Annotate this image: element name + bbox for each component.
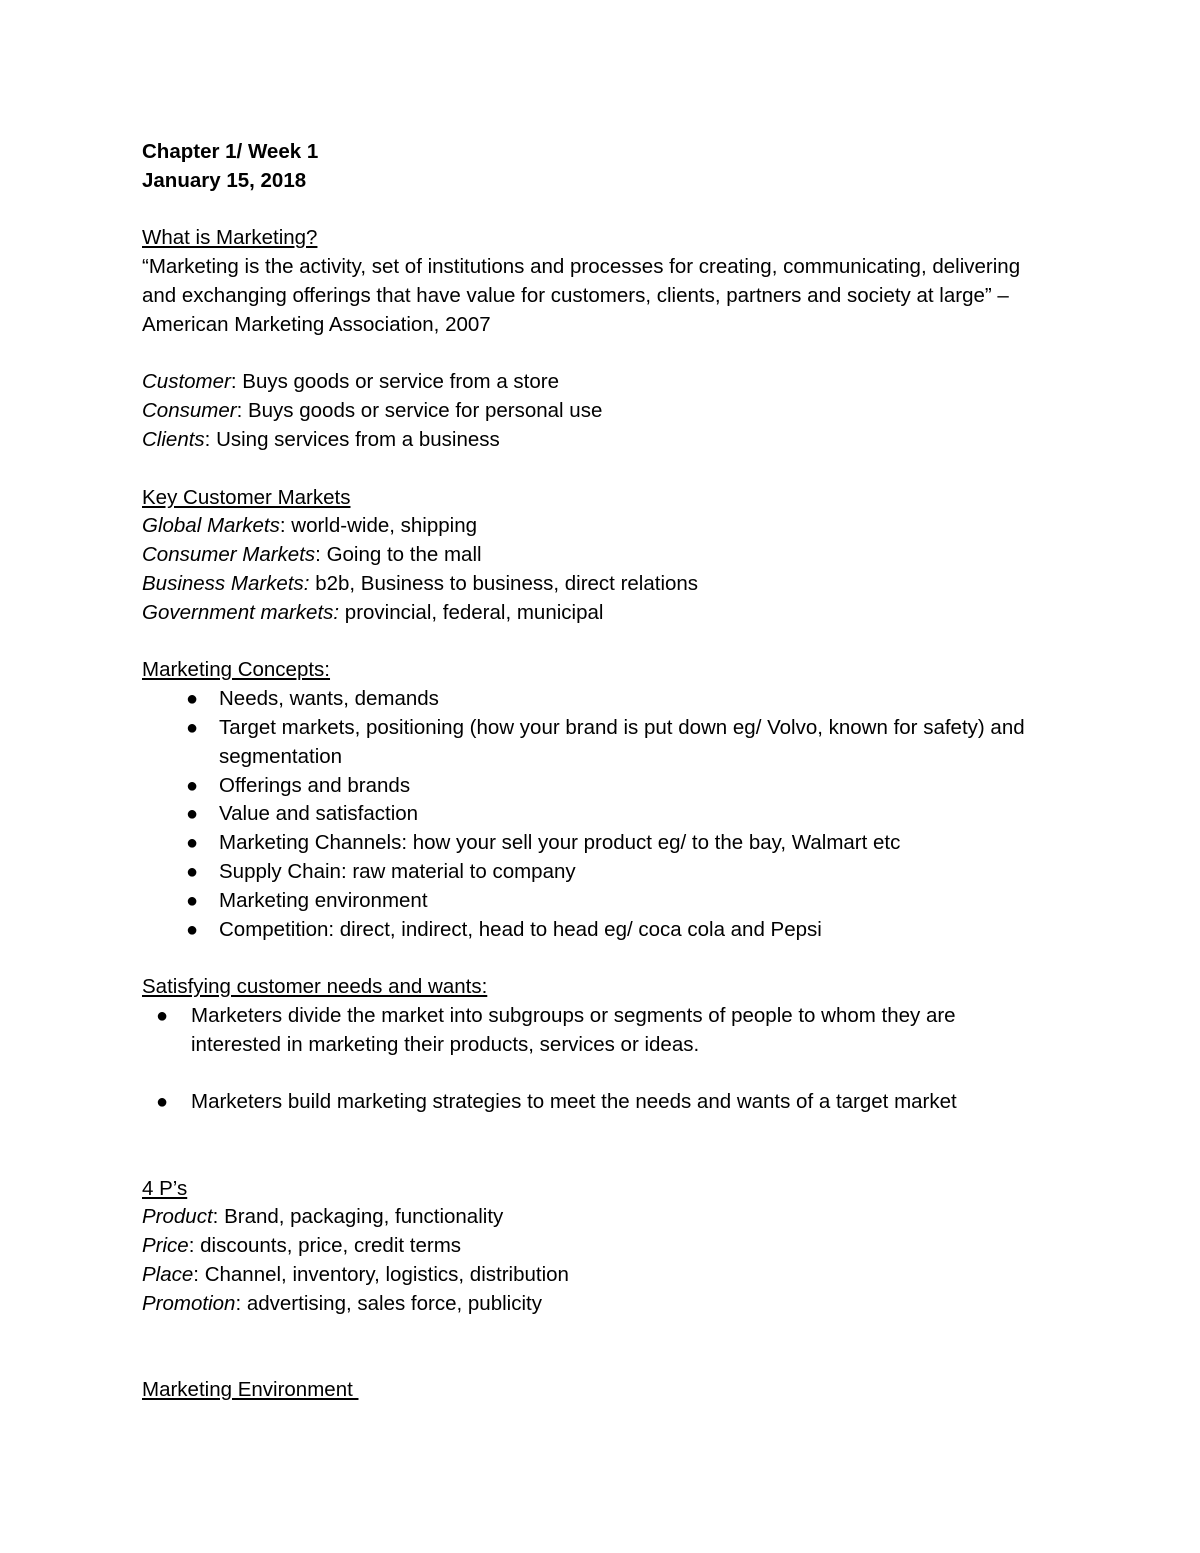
definition-text: Using services from a business [216,427,500,451]
section-heading-satisfying-needs: Satisfying customer needs and wants: [142,975,488,999]
document-date: January 15, 2018 [142,168,307,192]
p-term: Product [142,1205,213,1229]
definitions-list [142,368,1062,454]
market-text: Going to the mall [326,543,482,567]
concept-item: ● Offerings and brands [142,772,1062,801]
market-term: Business Markets: [142,571,310,595]
p-term: Place [142,1263,194,1287]
needs-item: ● Marketers build marketing strategies to meet the needs and wants of a target market [142,1088,1062,1117]
market-text: provincial, federal, municipal [344,600,604,624]
bullet-icon: ● [156,1004,169,1027]
bullet-icon: ● [186,688,199,711]
definition-term: Customer [142,370,231,394]
bullet-icon: ● [186,860,199,883]
needs-item: ● Marketers divide the market into subgroups or segments of people to whom they are interested in marketing their products, services or ideas. [156,1003,956,1056]
bullet-icon: ● [186,832,199,855]
bullet-icon: ● [186,803,199,826]
key-markets-list [142,512,1062,627]
market-item: Consumer Markets: Going to the mall [142,543,482,567]
p-item-place: Place: Channel, inventory, logistics, distribution [142,1263,569,1287]
section-heading-what-is-marketing: What is Marketing? [142,226,318,250]
concept-item: ● Needs, wants, demands [142,685,1062,714]
p-text: discounts, price, credit terms [200,1234,462,1258]
marketing-definition-quote: “Marketing is the activity, set of institutions and processes for creating, communicating, delivering and exchanging offerings that have value for customers, clients, partners and society at large” – American Marketing Association, 2007 [142,255,1021,336]
concept-item: ● Supply Chain: raw material to company [142,858,1062,887]
definition-term: Clients [142,427,205,451]
p-item-product: Product: Brand, packaging, functionality [142,1205,504,1229]
definition-customer: Customer: Buys goods or service from a store [142,370,560,394]
market-item: Global Markets: world-wide, shipping [142,514,477,538]
p-item-price: Price: discounts, price, credit terms [142,1234,462,1258]
p-term: Price [142,1234,189,1258]
bullet-icon: ● [186,918,199,941]
definition-clients: Clients: Using services from a business [142,427,500,451]
bullet-icon: ● [186,774,199,797]
definition-consumer: Consumer: Buys goods or service for personal use [142,399,603,423]
concepts-list [142,685,1062,944]
p-term: Promotion [142,1291,236,1315]
section-heading-marketing-concepts: Marketing Concepts: [142,658,331,682]
definition-text: Buys goods or service from a store [242,370,560,394]
p-item-promotion: Promotion: advertising, sales force, publicity [142,1291,542,1315]
chapter-title: Chapter 1/ Week 1 [142,140,319,163]
section-heading-four-ps: 4 P’s [142,1176,188,1200]
concept-item: ● Target markets, positioning (how your brand is put down eg/ Volvo, known for safety) and segmentation [186,715,1025,768]
bullet-icon: ● [156,1091,169,1114]
needs-list [142,1002,1062,1117]
section-heading-marketing-environment: Marketing Environment [142,1378,359,1402]
four-ps-list [142,1203,1062,1318]
p-text: Brand, packaging, functionality [224,1205,504,1229]
concept-item: ● Marketing Channels: how your sell your product eg/ to the bay, Walmart etc [142,829,1062,858]
section-heading-key-customer-markets: Key Customer Markets [142,485,351,509]
definition-term: Consumer [142,399,237,423]
market-term: Consumer Markets [142,543,316,567]
list-spacer [142,1060,1062,1089]
p-text: advertising, sales force, publicity [246,1291,542,1315]
market-term: Global Markets [142,514,280,538]
market-item [142,599,1062,628]
bullet-icon: ● [186,716,199,739]
concept-item: ● Competition: direct, indirect, head to head eg/ coca cola and Pepsi [142,916,1062,945]
p-text: Channel, inventory, logistics, distribution [204,1263,569,1287]
market-text: world-wide, shipping [291,514,477,538]
market-text: b2b, Business to business, direct relations [315,571,699,595]
market-term: Government markets: [142,600,340,624]
document-page [142,138,1062,1405]
concept-item: ● Marketing environment [142,887,1062,916]
definition-text: Buys goods or service for personal use [247,399,603,423]
bullet-icon: ● [186,889,199,912]
concept-item: ● Value and satisfaction [142,800,1062,829]
market-item [142,570,1062,599]
